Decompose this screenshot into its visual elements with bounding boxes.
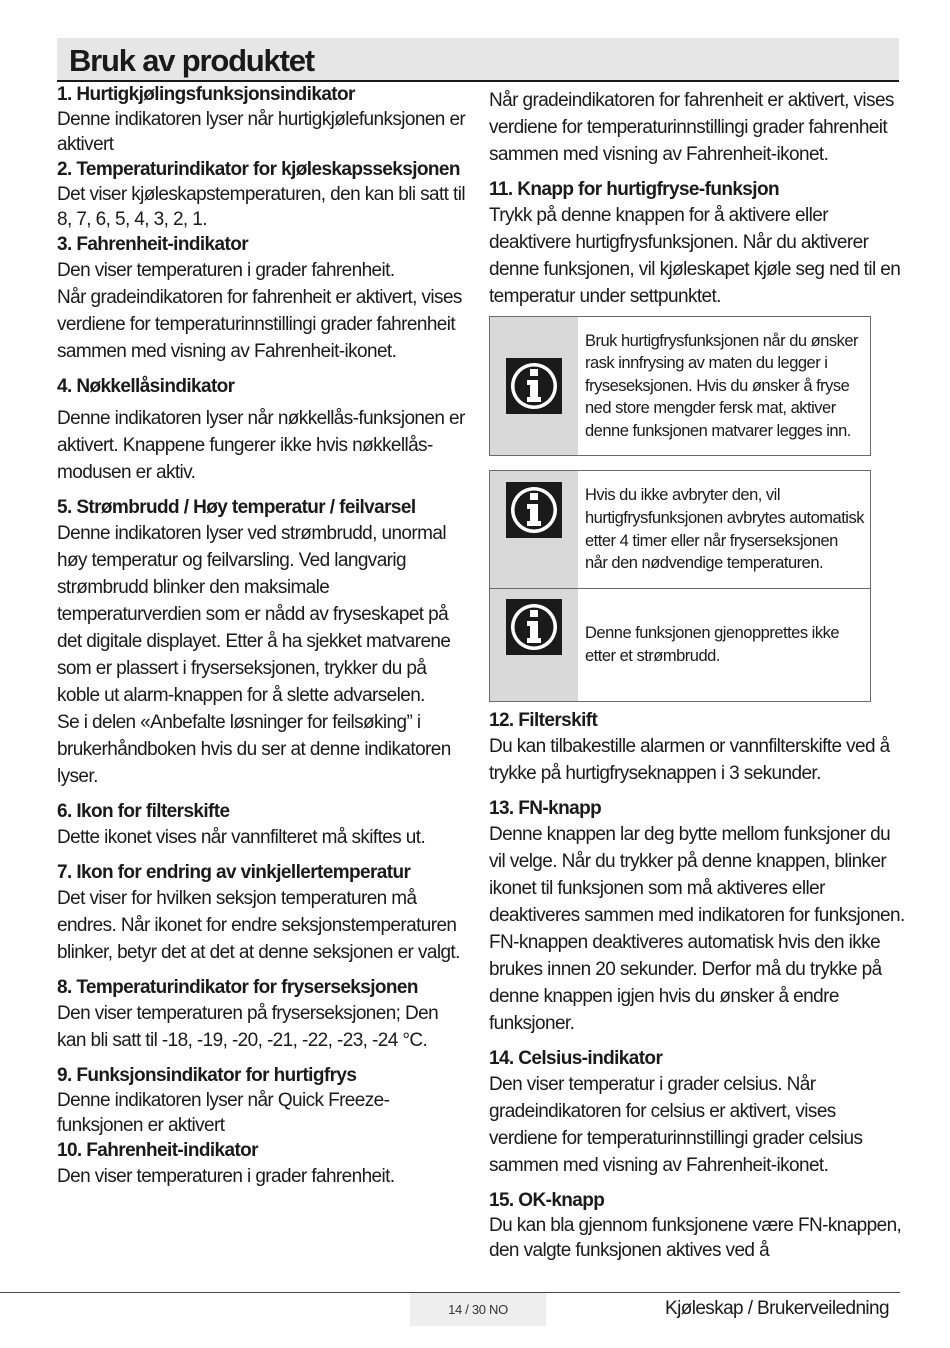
section-4-text: Denne indikatoren lyser når nøkkellås-funksjonen er aktivert. Knappene fungerer ikke hvis nøkkellås-modusen er aktiv.: [57, 408, 465, 483]
section-10-heading: 10. Fahrenheit-indikator: [57, 1140, 258, 1161]
info-note-2: [489, 470, 871, 588]
info-icon: [505, 357, 563, 415]
section-13-heading: 13. FN-knapp: [489, 798, 602, 819]
info-note-2-text: Hvis du ikke avbryter den, vil hurtigfrysfunksjonen avbrytes automatisk etter 4 timer eller når fryserseksjonen når den nødvendige temperaturen.: [585, 486, 864, 573]
section-10-continued: Når gradeindikatoren for fahrenheit er aktivert, vises verdiene for temperaturinnstillingi grader fahrenheit sammen med visning av Fahrenheit-ikonet.: [489, 90, 894, 165]
section-15-text: Du kan bla gjennom funksjonene være FN-knappen, den valgte funksjonen aktives ved å: [489, 1215, 902, 1261]
section-15-heading: 15. OK-knapp: [489, 1190, 605, 1211]
section-12-text: Du kan tilbakestille alarmen or vannfilterskifte ved å trykke på hurtigfryseknappen i 3 sekunder.: [489, 736, 890, 784]
footer-title: Kjøleskap / Brukerveiledning: [665, 1298, 889, 1319]
section-6-text: Dette ikonet vises når vannfilteret må skiftes ut.: [57, 827, 426, 848]
section-5-text-2: Se i delen «Anbefalte løsninger for feilsøking” i brukerhåndboken hvis du ser at denne indikatoren lyser.: [57, 712, 451, 787]
info-note-3-icon-cell: [490, 589, 578, 701]
section-7-text: Det viser for hvilken seksjon temperaturen må endres. Når ikonet for endre seksjonstemperaturen blinker, betyr det at det at denne seksjonen er valgt.: [57, 888, 460, 963]
right-column: [489, 87, 905, 1263]
info-note-1-icon-cell: [490, 317, 578, 455]
info-note-3: [489, 588, 871, 702]
info-note-1-text: Bruk hurtigfrysfunksjonen når du ønsker rask innfrysing av maten du legger i fryseseksjonen. Hvis du ønsker å fryse ned store mengder fersk mat, aktiver denne funksjonen matvarer legges inn.: [585, 331, 859, 440]
page-header: [57, 38, 899, 82]
section-10-text: Den viser temperaturen i grader fahrenheit.: [57, 1166, 395, 1187]
info-note-1: [489, 316, 871, 456]
section-8-text: Den viser temperaturen på fryserseksjonen; Den kan bli satt til -18, -19, -20, -21, -22, -23, -24 °C.: [57, 1003, 439, 1051]
section-3-text-2: Når gradeindikatoren for fahrenheit er aktivert, vises verdiene for temperaturinnstillingi grader fahrenheit sammen med visning av Fahrenheit-ikonet.: [57, 287, 462, 362]
info-icon: [505, 598, 563, 656]
section-11-text: Trykk på denne knappen for å aktivere eller deaktivere hurtigfrysfunksjonen. Når du aktiverer denne funksjonen, vil kjøleskapet kjøle seg ned til en temperatur under settpunktet.: [489, 205, 901, 307]
section-7-heading: 7. Ikon for endring av vinkjellertemperatur: [57, 862, 411, 883]
page-number: 14 / 30 NO: [410, 1293, 546, 1326]
section-2-heading: 2. Temperaturindikator for kjøleskapsseksjonen: [57, 159, 460, 180]
info-note-2-icon-cell: [490, 471, 578, 588]
section-4-heading: 4. Nøkkellåsindikator: [57, 376, 235, 397]
info-icon: [505, 481, 563, 539]
section-1-text: Denne indikatoren lyser når hurtigkjølefunksjonen er aktivert: [57, 109, 466, 155]
section-9-heading: 9. Funksjonsindikator for hurtigfrys: [57, 1065, 357, 1086]
section-11-heading: 11. Knapp for hurtigfryse-funksjon: [489, 179, 779, 200]
section-12-heading: 12. Filterskift: [489, 710, 598, 731]
section-2-text: Det viser kjøleskapstemperaturen, den kan bli satt til 8, 7, 6, 5, 4, 3, 2, 1.: [57, 184, 465, 230]
section-8-heading: 8. Temperaturindikator for fryserseksjonen: [57, 977, 418, 998]
section-3-text-1: Den viser temperaturen i grader fahrenheit.: [57, 260, 395, 281]
page-title: Bruk av produktet: [69, 43, 314, 78]
section-14-text: Den viser temperatur i grader celsius. Når gradeindikatoren for celsius er aktivert, vises verdiene for temperaturinnstillingi grader celsius sammen med visning av Fahrenheit-ikonet.: [489, 1074, 863, 1176]
section-14-heading: 14. Celsius-indikator: [489, 1048, 663, 1069]
left-column: [57, 82, 471, 1190]
section-5-text-1: Denne indikatoren lyser ved strømbrudd, unormal høy temperatur og feilvarsling. Ved langvarig strømbrudd blinker den maksimale temperaturverdien som er nådd av fryseskapet på det digitale displayet. Etter å ha sjekket matvarene som er plassert i fryserseksjonen, trykker du på koble ut alarm-knappen for å slette advarselen.: [57, 523, 451, 706]
info-note-3-text: Denne funksjonen gjenopprettes ikke etter et strømbrudd.: [585, 624, 840, 665]
section-5-heading: 5. Strømbrudd / Høy temperatur / feilvarsel: [57, 497, 416, 518]
section-3-heading: 3. Fahrenheit-indikator: [57, 234, 249, 255]
section-13-text: Denne knappen lar deg bytte mellom funksjoner du vil velge. Når du trykker på denne knappen, blinker ikonet til funksjonen som må aktiveres eller deaktiveres sammen med indikatoren for funksjonen. FN-knappen deaktiveres automatisk hvis den ikke brukes innen 20 sekunder. Derfor må du trykke på denne knappen igjen hvis du ønsker å endre funksjoner.: [489, 824, 905, 1034]
section-6-heading: 6. Ikon for filterskifte: [57, 801, 230, 822]
section-9-text: Denne indikatoren lyser når Quick Freeze-funksjonen er aktivert: [57, 1090, 390, 1136]
section-1-heading: 1. Hurtigkjølingsfunksjonsindikator: [57, 84, 355, 105]
